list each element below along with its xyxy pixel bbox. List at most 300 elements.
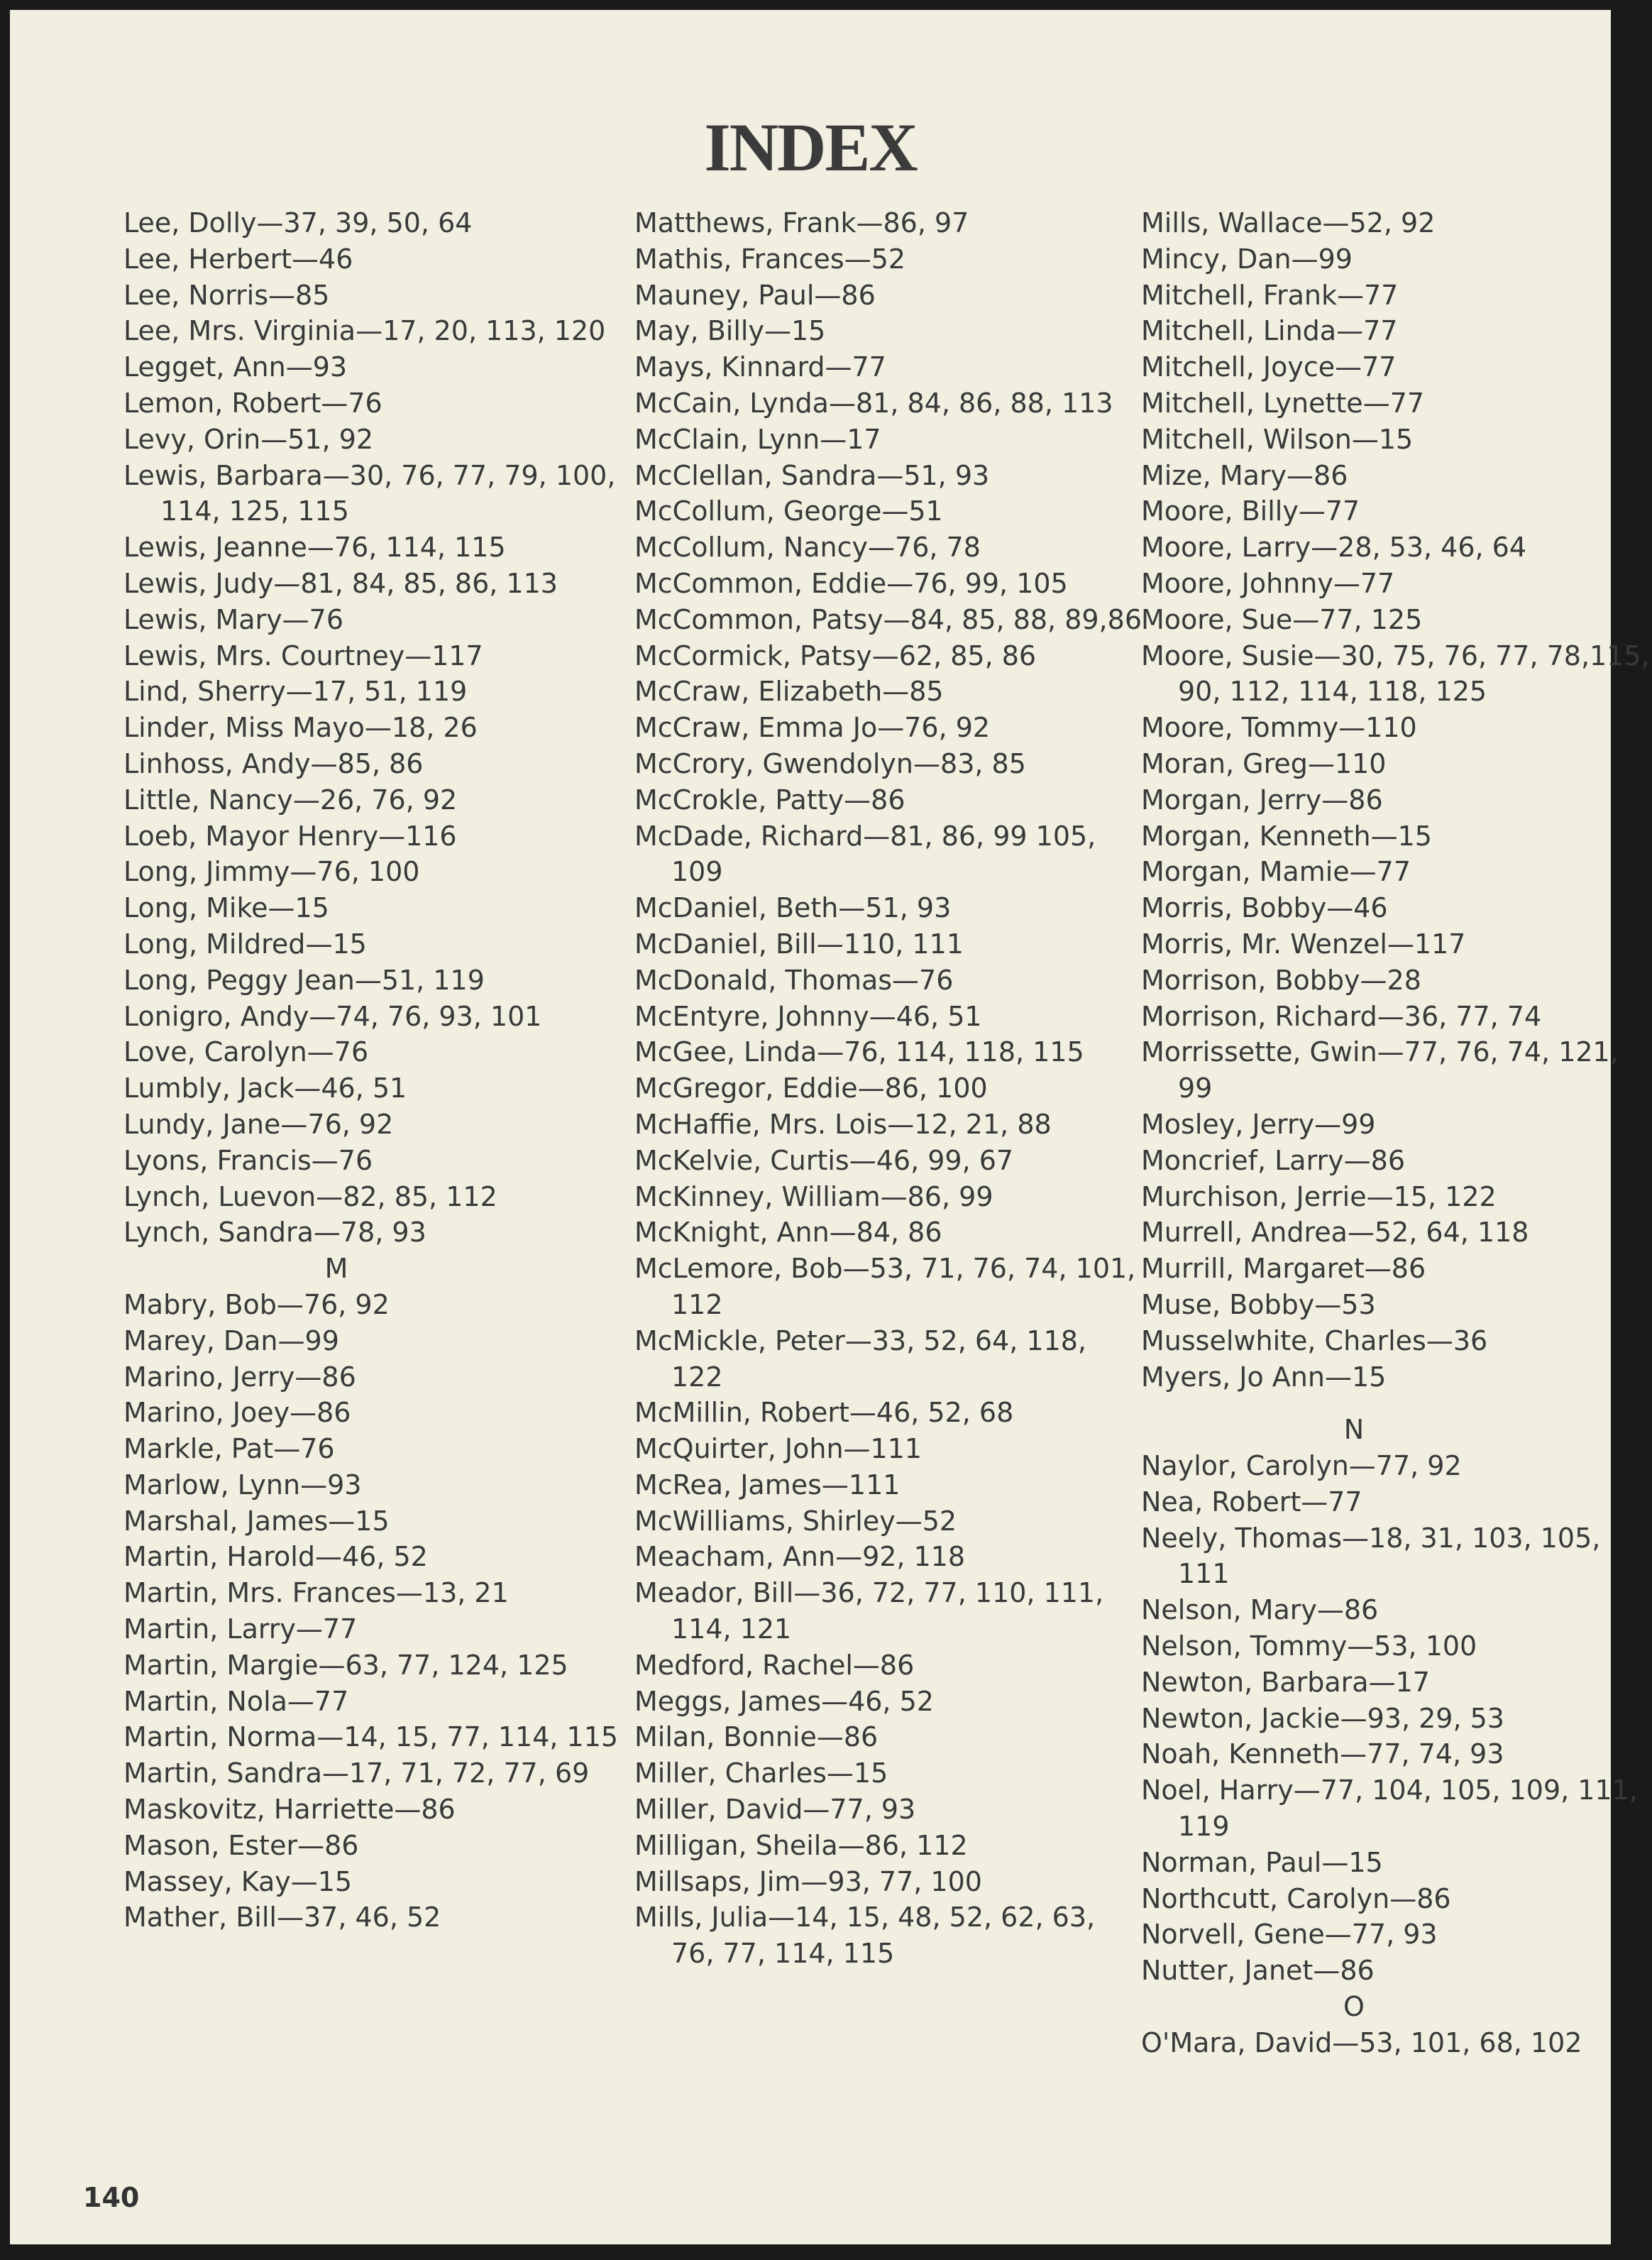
entry-dash: —: [321, 1757, 349, 1789]
entry-dash: —: [294, 1073, 321, 1104]
index-entry: [1141, 566, 1652, 602]
index-entry: [1141, 1520, 1652, 1593]
index-entry: [123, 458, 634, 530]
entry-name: McKinney, William: [634, 1180, 881, 1212]
entry-dash: —: [816, 1721, 844, 1753]
index-entry: [1141, 818, 1652, 855]
entry-dash: —: [1349, 856, 1377, 888]
entry-pages: 76, 114, 118, 115: [844, 1036, 1084, 1068]
entry-name: Milligan, Sheila: [634, 1829, 838, 1861]
index-entry: [1141, 1179, 1652, 1215]
entry-dash: —: [863, 820, 891, 852]
entry-dash: —: [881, 495, 909, 527]
entry-pages: 86: [879, 1649, 915, 1681]
index-entry: [634, 1539, 1145, 1575]
entry-dash: —: [1311, 532, 1338, 564]
entry-pages: 53, 101, 68, 102: [1359, 2026, 1582, 2058]
entry-dash: —: [1314, 1108, 1342, 1140]
entry-pages: 86, 112: [864, 1829, 968, 1861]
entry-dash: —: [1342, 1522, 1370, 1554]
entry-dash: —: [285, 676, 313, 708]
entry-pages: 46, 52: [341, 1541, 428, 1573]
entry-pages: 111: [870, 1433, 923, 1465]
index-entry: [123, 818, 634, 855]
entry-dash: —: [307, 1036, 334, 1068]
entry-dash: —: [764, 315, 791, 347]
entry-name: Maskovitz, Harriette: [123, 1794, 395, 1826]
entry-pages: 117: [1414, 928, 1466, 960]
index-entry: [123, 1864, 634, 1900]
index-entry: [123, 1323, 634, 1359]
entry-dash: —: [1370, 820, 1398, 852]
entry-pages: 36, 72, 77, 110, 111, 114, 121: [671, 1577, 1104, 1645]
entry-pages: 76, 100: [316, 856, 420, 888]
index-entry: [1141, 926, 1652, 962]
index-entry: [1141, 1916, 1652, 1953]
index-entry: [634, 602, 1145, 638]
entry-name: McHaffie, Mrs. Lois: [634, 1108, 888, 1140]
entry-pages: 77, 104, 105, 109, 111, 119: [1178, 1774, 1638, 1843]
entry-pages: 14, 15, 48, 52, 62, 63, 76, 77, 114, 115: [671, 1902, 1096, 1970]
entry-pages: 30, 75, 76, 77, 78,115, 90, 112, 114, 118, 125: [1178, 640, 1650, 708]
index-entry: [1141, 638, 1652, 711]
entry-pages: 17, 71, 72, 77, 69: [348, 1757, 590, 1789]
entry-dash: —: [364, 712, 392, 744]
index-entry: [634, 890, 1145, 926]
entry-name: McCollum, Nancy: [634, 532, 869, 564]
entry-pages: 81, 84, 85, 86, 113: [300, 567, 558, 599]
index-entry: [634, 241, 1145, 278]
index-entry: [123, 962, 634, 999]
index-entry: [1141, 1034, 1652, 1107]
entry-name: Lewis, Mrs. Courtney: [123, 640, 405, 671]
entry-dash: —: [857, 1073, 885, 1104]
entry-dash: —: [868, 532, 896, 564]
entry-name: Morrison, Richard: [1141, 1000, 1377, 1032]
entry-name: Lewis, Jeanne: [123, 532, 307, 564]
entry-name: Mauney, Paul: [634, 279, 815, 311]
entry-pages: 86: [324, 1829, 359, 1861]
entry-name: Mitchell, Linda: [1141, 315, 1337, 347]
index-entry: [123, 710, 634, 746]
entry-pages: 17: [1395, 1666, 1430, 1698]
index-entry: [634, 1323, 1145, 1395]
index-entry: [634, 1828, 1145, 1864]
index-entry: [123, 1179, 634, 1215]
index-entry: [123, 1395, 634, 1431]
entry-name: Mills, Julia: [634, 1902, 769, 1933]
entry-name: Mason, Ester: [123, 1829, 298, 1861]
index-entry: [634, 1034, 1145, 1070]
entry-pages: 15: [294, 892, 329, 924]
entry-pages: 111: [848, 1469, 901, 1501]
entry-dash: —: [1292, 603, 1320, 635]
entry-name: McCrory, Gwendolyn: [634, 747, 914, 779]
index-entry: [123, 205, 634, 241]
entry-pages: 14, 15, 77, 114, 115: [343, 1721, 619, 1753]
entry-pages: 85, 86: [337, 747, 424, 779]
entry-pages: 46: [1353, 892, 1388, 924]
index-entry: [1141, 1845, 1652, 1881]
entry-dash: —: [1293, 1774, 1321, 1806]
entry-name: McClain, Lynn: [634, 423, 820, 455]
entry-pages: 77: [1363, 315, 1398, 347]
entry-pages: 99: [304, 1324, 339, 1356]
entry-pages: 36: [1453, 1324, 1488, 1356]
entry-name: Little, Nancy: [123, 784, 293, 816]
entry-dash: —: [310, 747, 338, 779]
index-entry: [634, 1719, 1145, 1755]
entry-name: Noah, Kenneth: [1141, 1738, 1340, 1770]
entry-dash: —: [886, 567, 914, 599]
entry-pages: 86: [841, 279, 876, 311]
entry-pages: 13, 21: [422, 1577, 509, 1609]
entry-pages: 76, 114, 115: [334, 532, 506, 564]
entry-dash: —: [820, 423, 847, 455]
entry-dash: —: [1347, 1630, 1375, 1662]
section-spacer: [1141, 1395, 1652, 1412]
entry-pages: 86: [1343, 1594, 1379, 1626]
entry-pages: 77, 74, 93: [1367, 1738, 1504, 1770]
entry-dash: —: [1326, 892, 1354, 924]
index-entry: [1141, 530, 1652, 566]
entry-pages: 86: [321, 1361, 356, 1393]
entry-name: Morgan, Jerry: [1141, 784, 1322, 816]
entry-name: Morris, Mr. Wenzel: [1141, 928, 1387, 960]
entry-dash: —: [1340, 1702, 1367, 1734]
entry-name: McDaniel, Bill: [634, 928, 817, 960]
entry-name: Marino, Joey: [123, 1397, 290, 1429]
entry-dash: —: [849, 1397, 876, 1429]
index-entry: [634, 1179, 1145, 1215]
index-entry: [1141, 1359, 1652, 1395]
entry-pages: 85: [295, 279, 330, 311]
entry-dash: —: [837, 1829, 865, 1861]
entry-dash: —: [843, 1433, 871, 1465]
index-entry: [634, 1431, 1145, 1467]
index-entry: [1141, 1736, 1652, 1772]
entry-name: Neely, Thomas: [1141, 1522, 1343, 1554]
index-entry: [123, 1503, 634, 1540]
entry-name: Martin, Larry: [123, 1613, 296, 1645]
entry-name: Mather, Bill: [123, 1902, 277, 1933]
index-entry: [634, 1107, 1145, 1143]
entry-name: Miller, Charles: [634, 1757, 827, 1789]
index-entry: [123, 1214, 634, 1251]
entry-name: Lind, Sherry: [123, 676, 286, 708]
index-entry: [123, 926, 634, 962]
entry-pages: 86: [1391, 1253, 1426, 1285]
entry-name: Nelson, Mary: [1141, 1594, 1317, 1626]
index-entry: [1141, 1592, 1652, 1628]
index-entry: [1141, 746, 1652, 782]
entry-name: Love, Carolyn: [123, 1036, 307, 1068]
section-letter: O: [1343, 1991, 1365, 2023]
index-entry: [123, 1828, 634, 1864]
entry-name: Lumbly, Jack: [123, 1073, 294, 1104]
entry-name: McDonald, Thomas: [634, 964, 893, 996]
entry-pages: 78, 93: [340, 1217, 426, 1249]
entry-pages: 86, 97: [883, 207, 969, 238]
entry-pages: 86: [1348, 784, 1383, 816]
entry-name: McGregor, Eddie: [634, 1073, 858, 1104]
entry-name: Murchison, Jerrie: [1141, 1180, 1367, 1212]
index-entry: [634, 1899, 1145, 1972]
entry-dash: —: [842, 1253, 870, 1285]
entry-name: Moran, Greg: [1141, 747, 1308, 779]
index-entry: [634, 1251, 1145, 1323]
entry-dash: —: [829, 1217, 857, 1249]
entry-name: Millsaps, Jim: [634, 1865, 801, 1897]
index-entry: [123, 385, 634, 422]
entry-name: McClellan, Sandra: [634, 459, 877, 491]
index-entry: [123, 278, 634, 314]
entry-dash: —: [849, 1144, 876, 1176]
index-entry: [123, 1899, 634, 1936]
entry-dash: —: [294, 1361, 322, 1393]
entry-name: Medford, Rachel: [634, 1649, 853, 1681]
entry-dash: —: [1335, 351, 1362, 383]
index-entry: [1141, 1448, 1652, 1484]
entry-pages: 83, 85: [940, 747, 1026, 779]
entry-name: Moore, Tommy: [1141, 712, 1339, 744]
index-entry: [634, 710, 1145, 746]
index-column-2: [634, 205, 1145, 1972]
index-entry: [123, 1755, 634, 1792]
entry-pages: 86: [843, 1721, 879, 1753]
index-entry: [634, 818, 1145, 891]
entry-name: Morgan, Mamie: [1141, 856, 1350, 888]
entry-dash: —: [313, 1217, 341, 1249]
entry-dash: —: [1338, 712, 1366, 744]
entry-pages: 17: [847, 423, 881, 455]
entry-name: McGee, Linda: [634, 1036, 817, 1068]
entry-dash: —: [316, 1721, 344, 1753]
entry-pages: 77: [1328, 1486, 1362, 1518]
index-entry: [1141, 854, 1652, 890]
entry-dash: —: [816, 928, 844, 960]
entry-pages: 37, 46, 52: [303, 1902, 441, 1933]
index-entry: [123, 422, 634, 458]
entry-pages: 86, 99: [907, 1180, 993, 1212]
index-entry: [1141, 1701, 1652, 1737]
entry-dash: —: [404, 640, 432, 671]
entry-pages: 93: [327, 1469, 362, 1501]
index-entry: [634, 1395, 1145, 1431]
entry-dash: —: [1321, 1846, 1349, 1878]
index-entry: [1141, 422, 1652, 458]
entry-pages: 28, 53, 46, 64: [1338, 532, 1527, 564]
entry-dash: —: [821, 1685, 849, 1717]
entry-name: Martin, Harold: [123, 1541, 315, 1573]
entry-pages: 76: [300, 1433, 335, 1465]
entry-dash: —: [883, 603, 910, 635]
entry-dash: —: [1321, 784, 1349, 816]
entry-name: O'Mara, David: [1141, 2026, 1333, 2058]
entry-dash: —: [1351, 423, 1379, 455]
index-entry: [1141, 493, 1652, 530]
index-entry: [123, 746, 634, 782]
entry-dash: —: [318, 1649, 346, 1681]
entry-pages: 84, 85, 88, 89,86: [910, 603, 1142, 635]
entry-dash: —: [895, 1505, 923, 1537]
index-entry: [1141, 458, 1652, 494]
entry-dash: —: [1333, 567, 1360, 599]
entry-dash: —: [297, 1829, 325, 1861]
entry-dash: —: [309, 1000, 336, 1032]
index-entry: [123, 1719, 634, 1755]
entry-name: McMillin, Robert: [634, 1397, 849, 1429]
entry-name: Mize, Mary: [1141, 459, 1287, 491]
entry-name: Lemon, Robert: [123, 387, 321, 419]
entry-dash: —: [1347, 1217, 1375, 1249]
entry-dash: —: [825, 351, 852, 383]
entry-pages: 86: [1314, 459, 1348, 491]
entry-dash: —: [1316, 1594, 1344, 1626]
entry-pages: 15: [853, 1757, 888, 1789]
entry-name: Noel, Harry: [1141, 1774, 1294, 1806]
entry-pages: 110: [1334, 747, 1387, 779]
index-entry: [1141, 1251, 1652, 1287]
entry-pages: 46, 51: [321, 1073, 407, 1104]
entry-name: Newton, Jackie: [1141, 1702, 1340, 1734]
entry-pages: 17, 51, 119: [312, 676, 468, 708]
entry-pages: 15: [355, 1505, 390, 1537]
entry-dash: —: [1307, 747, 1335, 779]
entry-name: McCormick, Patsy: [634, 640, 872, 671]
entry-dash: —: [892, 964, 920, 996]
entry-name: Martin, Nola: [123, 1685, 287, 1717]
index-entry: [634, 458, 1145, 494]
entry-pages: 30, 76, 77, 79, 100, 114, 125, 115: [160, 459, 616, 527]
entry-dash: —: [276, 1902, 304, 1933]
index-entry: [123, 999, 634, 1035]
index-entry: [1141, 1628, 1652, 1664]
entry-pages: 85: [909, 676, 944, 708]
entry-pages: 116: [405, 820, 457, 852]
entry-name: McWilliams, Shirley: [634, 1505, 896, 1537]
entry-pages: 77, 125: [1319, 603, 1423, 635]
entry-pages: 28: [1387, 964, 1421, 996]
entry-name: Linder, Miss Mayo: [123, 712, 365, 744]
entry-dash: —: [314, 1541, 342, 1573]
entry-pages: 46, 52, 68: [876, 1397, 1014, 1429]
entry-name: Naylor, Carolyn: [1141, 1450, 1349, 1482]
entry-pages: 46, 51: [896, 1000, 982, 1032]
entry-name: Legget, Ann: [123, 351, 286, 383]
entry-name: Meggs, James: [634, 1685, 822, 1717]
entry-dash: —: [277, 1324, 305, 1356]
entry-name: Martin, Margie: [123, 1649, 319, 1681]
entry-name: Lee, Herbert: [123, 243, 292, 275]
entry-pages: 15, 122: [1393, 1180, 1497, 1212]
entry-pages: 92, 118: [862, 1541, 966, 1573]
entry-pages: 77: [1360, 567, 1395, 599]
entry-pages: 86: [1416, 1882, 1451, 1914]
entry-name: Milan, Bonnie: [634, 1721, 817, 1753]
index-entry: [634, 638, 1145, 674]
entry-pages: 26, 76, 92: [319, 784, 458, 816]
entry-name: Nutter, Janet: [1141, 1955, 1314, 1987]
entry-name: Moore, Johnny: [1141, 567, 1333, 599]
entry-name: McDaniel, Beth: [634, 892, 839, 924]
index-entry: [1141, 1287, 1652, 1323]
entry-name: Marino, Jerry: [123, 1361, 295, 1393]
entry-pages: 37, 39, 50, 64: [283, 207, 473, 238]
entry-dash: —: [1387, 928, 1414, 960]
entry-name: Mathis, Frances: [634, 243, 844, 275]
entry-pages: 86: [316, 1397, 351, 1429]
entry-dash: —: [768, 1902, 795, 1933]
index-entry: [123, 1647, 634, 1684]
entry-name: Lee, Dolly: [123, 207, 257, 238]
index-entry: [634, 1647, 1145, 1684]
entry-name: Lewis, Mary: [123, 603, 282, 635]
index-entry: [634, 999, 1145, 1035]
entry-pages: 33, 52, 64, 118, 122: [671, 1324, 1087, 1393]
entry-pages: 81, 84, 86, 88, 113: [855, 387, 1113, 419]
entry-dash: —: [1377, 1000, 1404, 1032]
index-entry: [1141, 1214, 1652, 1251]
entry-dash: —: [835, 1541, 863, 1573]
entry-dash: —: [276, 1288, 304, 1320]
entry-pages: 76: [348, 387, 382, 419]
entry-pages: 15: [332, 928, 367, 960]
index-entry: [123, 1143, 634, 1179]
entry-pages: 77: [1389, 387, 1425, 419]
entry-pages: 110, 111: [843, 928, 964, 960]
index-entry: [1141, 385, 1652, 422]
index-entry: [634, 1792, 1145, 1828]
entry-pages: 62, 85, 86: [898, 640, 1037, 671]
index-entry: [1141, 1664, 1652, 1701]
section-letter: M: [324, 1253, 348, 1285]
index-entry: [634, 1143, 1145, 1179]
entry-dash: —: [300, 1469, 328, 1501]
entry-pages: 77: [1376, 856, 1411, 888]
page-title: INDEX: [704, 109, 917, 185]
entry-pages: 77: [852, 351, 886, 383]
index-entry: [1141, 1953, 1652, 1989]
index-entry: [634, 1070, 1145, 1107]
entry-dash: —: [328, 1505, 356, 1537]
index-entry: [1141, 1484, 1652, 1520]
entry-dash: —: [290, 1397, 317, 1429]
entry-dash: —: [1314, 640, 1341, 671]
index-entry: [1141, 1143, 1652, 1179]
entry-pages: 76, 78: [895, 532, 981, 564]
entry-pages: 77, 93: [830, 1794, 916, 1826]
entry-pages: 36, 77, 74: [1404, 1000, 1542, 1032]
entry-name: Mabry, Bob: [123, 1288, 277, 1320]
entry-pages: 74, 76, 93, 101: [336, 1000, 542, 1032]
entry-pages: 51, 93: [865, 892, 952, 924]
entry-pages: 93, 29, 53: [1367, 1702, 1504, 1734]
index-entry: [123, 782, 634, 818]
entry-name: Mitchell, Lynette: [1141, 387, 1363, 419]
entry-dash: —: [913, 747, 941, 779]
entry-name: Martin, Sandra: [123, 1757, 322, 1789]
entry-pages: 77: [322, 1613, 358, 1645]
entry-dash: —: [887, 1108, 915, 1140]
entry-dash: —: [844, 243, 871, 275]
entry-name: McEntyre, Johnny: [634, 1000, 869, 1032]
entry-dash: —: [287, 1685, 314, 1717]
entry-name: Meacham, Ann: [634, 1541, 836, 1573]
entry-name: Nelson, Tommy: [1141, 1630, 1348, 1662]
index-entry: [634, 1684, 1145, 1720]
entry-pages: 76: [919, 964, 954, 996]
